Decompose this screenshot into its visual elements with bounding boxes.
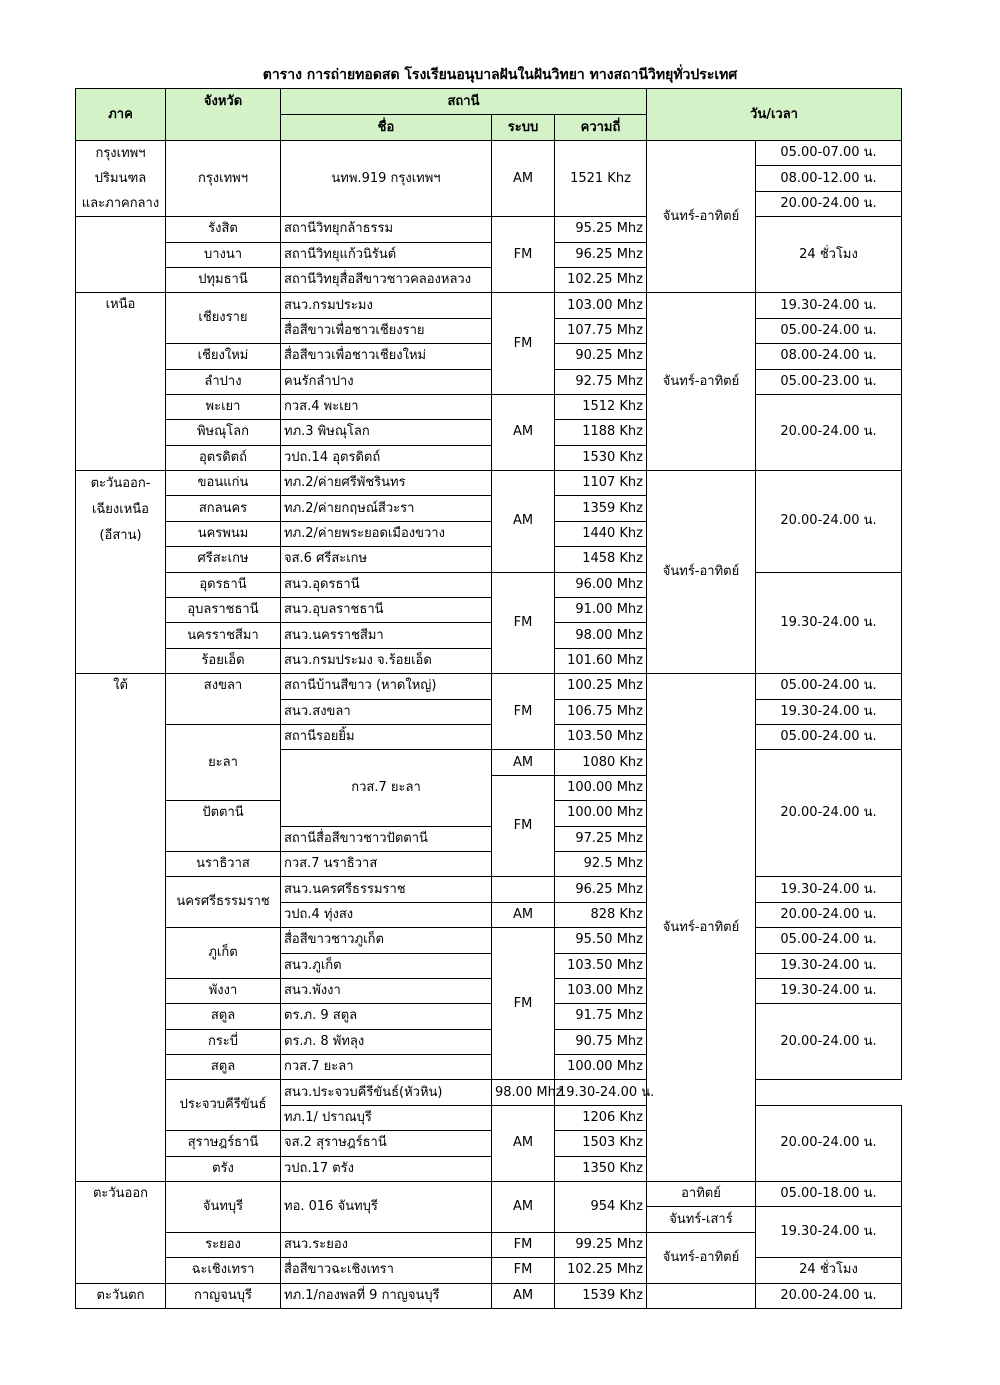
- province-cell: พิษณุโลก: [166, 420, 281, 445]
- station-name-cell: สนว.อุดรธานี: [281, 572, 492, 597]
- time-cell: 20.00-24.00 น.: [756, 394, 902, 470]
- province-cell: ศรีสะเกษ: [166, 547, 281, 572]
- system-cell: FM: [492, 928, 555, 1080]
- station-name-cell: สื่อสีขาวฉะเชิงเทรา: [281, 1258, 492, 1283]
- station-name-cell: ทอ. 016 จันทบุรี: [281, 1182, 492, 1233]
- province-cell: ร้อยเอ็ด: [166, 648, 281, 673]
- frequency-cell: 103.50 Mhz: [555, 724, 647, 749]
- province-cell: พะเยา: [166, 394, 281, 419]
- station-name-cell: ทภ.1/กองพลที่ 9 กาญจนบุรี: [281, 1283, 492, 1308]
- station-name-cell: ทภ.3 พิษณุโลก: [281, 420, 492, 445]
- station-name-cell: คนรักลำปาง: [281, 369, 492, 394]
- time-cell: 20.00-24.00 น.: [756, 902, 902, 927]
- province-cell: ลำปาง: [166, 369, 281, 394]
- frequency-cell: 92.5 Mhz: [555, 851, 647, 876]
- frequency-cell: 828 Khz: [555, 902, 647, 927]
- frequency-cell: 97.25 Mhz: [555, 826, 647, 851]
- time-cell: 20.00-24.00 น.: [756, 750, 902, 877]
- time-cell: 24 ชั่วโมง: [756, 217, 902, 293]
- system-cell: FM: [492, 1258, 555, 1283]
- frequency-cell: 102.25 Mhz: [555, 1258, 647, 1283]
- days-cell: จันทร์-อาทิตย์: [647, 471, 756, 674]
- frequency-cell: 1521 Khz: [555, 141, 647, 217]
- system-cell: FM: [492, 674, 555, 750]
- header-name: ชื่อ: [281, 115, 492, 141]
- station-name-cell: วปถ.17 ตรัง: [281, 1156, 492, 1181]
- header-system: ระบบ: [492, 115, 555, 141]
- frequency-cell: 103.00 Mhz: [555, 293, 647, 318]
- frequency-cell: 98.00 Mhz: [492, 1080, 555, 1105]
- time-cell: 05.00-24.00 น.: [756, 674, 902, 699]
- province-cell: กาญจนบุรี: [166, 1283, 281, 1308]
- province-cell: ขอนแก่น: [166, 471, 281, 496]
- broadcast-schedule-table: [75, 88, 902, 1309]
- region-label: (อีสาน): [99, 528, 142, 544]
- days-cell: [647, 1283, 756, 1308]
- station-name-cell: จส.6 ศรีสะเกษ: [281, 547, 492, 572]
- province-cell: ระยอง: [166, 1232, 281, 1257]
- station-name-cell: ทภ.2/ค่ายศรีพัชรินทร: [281, 471, 492, 496]
- system-cell: FM: [492, 217, 555, 293]
- time-cell: 05.00-24.00 น.: [756, 318, 902, 343]
- frequency-cell: 96.25 Mhz: [555, 242, 647, 267]
- province-cell: อุบลราชธานี: [166, 598, 281, 623]
- station-name-cell: สนว.กรมประมง จ.ร้อยเอ็ด: [281, 648, 492, 673]
- frequency-cell: 91.75 Mhz: [555, 1004, 647, 1029]
- station-name-cell: สนว.กรมประมง: [281, 293, 492, 318]
- time-cell: 19.30-24.00 น.: [756, 1207, 902, 1258]
- region-cell: ตะวันตก: [76, 1283, 166, 1308]
- table-row: [76, 877, 902, 902]
- station-name-cell: สนว.พังงา: [281, 978, 492, 1003]
- station-name-cell: กวส.7 นราธิวาส: [281, 851, 492, 876]
- table-row: [76, 1283, 902, 1308]
- station-name-cell: สถานีวิทยุแก้วนิรันต์: [281, 242, 492, 267]
- frequency-cell: 1512 Khz: [555, 394, 647, 419]
- table-row: [76, 394, 902, 419]
- time-cell: 05.00-07.00 น.: [756, 141, 902, 166]
- region-cell: เหนือ: [76, 293, 166, 471]
- frequency-cell: 954 Khz: [555, 1182, 647, 1233]
- frequency-cell: 107.75 Mhz: [555, 318, 647, 343]
- header-frequency: ความถี่: [555, 115, 647, 141]
- table-row: [76, 141, 902, 166]
- station-name-cell: ทภ.1/ ปราณบุรี: [281, 1105, 492, 1130]
- frequency-cell: 1188 Khz: [555, 420, 647, 445]
- province-cell: นราธิวาส: [166, 851, 281, 876]
- province-cell: ปทุมธานี: [166, 267, 281, 292]
- time-cell: 24 ชั่วโมง: [756, 1258, 902, 1283]
- province-cell: รังสิต: [166, 217, 281, 242]
- frequency-cell: 103.00 Mhz: [555, 978, 647, 1003]
- station-name-cell: กวส.7 ยะลา: [281, 1055, 492, 1080]
- frequency-cell: 102.25 Mhz: [555, 267, 647, 292]
- province-cell: ตรัง: [166, 1156, 281, 1181]
- days-cell: จันทร์-อาทิตย์: [647, 141, 756, 293]
- station-name-cell: สถานีสื่อสีขาวชาวปัตตานี: [281, 826, 492, 851]
- table-row: [76, 369, 902, 394]
- table-row: [76, 978, 902, 1003]
- station-name-cell: ทภ.2/ค่ายกฤษณ์สีวะรา: [281, 496, 492, 521]
- frequency-cell: 1206 Khz: [555, 1105, 647, 1130]
- frequency-cell: 100.00 Mhz: [555, 775, 647, 800]
- table-row: [76, 572, 902, 597]
- province-cell: เชียงใหม่: [166, 344, 281, 369]
- frequency-cell: 1350 Khz: [555, 1156, 647, 1181]
- province-cell: เชียงราย: [166, 293, 281, 344]
- station-name-cell: สถานีวิทยุสื่อสีขาวชาวคลองหลวง: [281, 267, 492, 292]
- table-row: [76, 928, 902, 953]
- province-cell: กรุงเทพฯ: [166, 141, 281, 217]
- days-cell: จันทร์-อาทิตย์: [647, 293, 756, 471]
- province-cell: ภูเก็ต: [166, 928, 281, 979]
- header-province: จังหวัด: [166, 89, 281, 141]
- province-cell: นครพนม: [166, 521, 281, 546]
- station-name-cell: จส.2 สุราษฎร์ธานี: [281, 1131, 492, 1156]
- province-cell: อุตรดิตถ์: [166, 445, 281, 470]
- table-row: [76, 344, 902, 369]
- frequency-cell: 1539 Khz: [555, 1283, 647, 1308]
- time-cell: 20.00-24.00 น.: [756, 1105, 902, 1181]
- days-cell: จันทร์-อาทิตย์: [647, 1232, 756, 1283]
- province-cell: นครศรีธรรมราช: [166, 877, 281, 928]
- time-cell: 08.00-24.00 น.: [756, 344, 902, 369]
- time-cell: 19.30-24.00 น.: [756, 293, 902, 318]
- time-cell: 19.30-24.00 น.: [756, 877, 902, 902]
- table-row: [76, 293, 902, 318]
- frequency-cell: 1530 Khz: [555, 445, 647, 470]
- station-name-cell: นทพ.919 กรุงเทพฯ: [281, 141, 492, 217]
- frequency-cell: 95.25 Mhz: [555, 217, 647, 242]
- province-cell: ฉะเชิงเทรา: [166, 1258, 281, 1283]
- table-row: [76, 1258, 902, 1283]
- system-cell: AM: [492, 141, 555, 217]
- frequency-cell: 1440 Khz: [555, 521, 647, 546]
- province-cell: จันทบุรี: [166, 1182, 281, 1233]
- table-row: [76, 1004, 902, 1029]
- time-cell: 08.00-12.00 น.: [756, 166, 902, 191]
- frequency-cell: 1080 Khz: [555, 750, 647, 775]
- station-name-cell: สนว.นครราชสีมา: [281, 623, 492, 648]
- table-row: [76, 674, 902, 699]
- province-cell: พังงา: [166, 978, 281, 1003]
- region-cell: ตะวันออก: [76, 1182, 166, 1284]
- table-row: [76, 471, 902, 496]
- province-cell: สตูล: [166, 1055, 281, 1080]
- system-cell: AM: [492, 394, 555, 470]
- time-cell: 05.00-24.00 น.: [756, 724, 902, 749]
- time-cell: 19.30-24.00 น.: [756, 978, 902, 1003]
- frequency-cell: 98.00 Mhz: [555, 623, 647, 648]
- days-cell: จันทร์-อาทิตย์: [647, 674, 756, 1182]
- station-name-cell: กวส.7 ยะลา: [281, 750, 492, 826]
- time-cell: 20.00-24.00 น.: [756, 471, 902, 573]
- frequency-cell: 103.50 Mhz: [555, 953, 647, 978]
- station-name-cell: สนว.ภูเก็ต: [281, 953, 492, 978]
- system-cell: AM: [492, 750, 555, 775]
- province-cell: สุราษฎร์ธานี: [166, 1131, 281, 1156]
- days-cell: อาทิตย์: [647, 1182, 756, 1207]
- table-row: [76, 724, 902, 749]
- province-cell: ประจวบคีรีขันธ์: [166, 1080, 281, 1131]
- station-name-cell: สนว.ประจวบคีรีขันธ์(หัวหิน): [281, 1080, 492, 1105]
- system-cell: AM: [492, 1283, 555, 1308]
- region-cell: [76, 141, 166, 217]
- header-station: สถานี: [281, 89, 647, 115]
- station-name-cell: สื่อสีขาวชาวภูเก็ต: [281, 928, 492, 953]
- time-cell: 20.00-24.00 น.: [756, 1004, 902, 1080]
- station-name-cell: สถานีวิทยุกล้าธรรม: [281, 217, 492, 242]
- frequency-cell: 92.75 Mhz: [555, 369, 647, 394]
- header-region: ภาค: [76, 89, 166, 141]
- region-cell: [76, 217, 166, 293]
- table-row: [76, 1080, 902, 1105]
- province-cell: บางนา: [166, 242, 281, 267]
- station-name-cell: กวส.4 พะเยา: [281, 394, 492, 419]
- table-row: [76, 217, 902, 242]
- region-cell: [76, 471, 166, 674]
- frequency-cell: 95.50 Mhz: [555, 928, 647, 953]
- station-name-cell: สื่อสีขาวเพื่อชาวเชียงใหม่: [281, 344, 492, 369]
- frequency-cell: 1359 Khz: [555, 496, 647, 521]
- region-label: และภาคกลาง: [81, 196, 160, 211]
- region-label: กรุงเทพฯ: [95, 146, 146, 161]
- frequency-cell: 100.00 Mhz: [555, 1055, 647, 1080]
- header-daytime: วัน/เวลา: [647, 89, 902, 141]
- table-row: [76, 1182, 902, 1207]
- time-cell: 19.30-24.00 น.: [555, 1080, 647, 1105]
- days-cell: จันทร์-เสาร์: [647, 1207, 756, 1232]
- time-cell: 20.00-24.00 น.: [756, 191, 902, 216]
- system-cell: AM: [492, 1182, 555, 1233]
- station-name-cell: สถานีรอยยิ้ม: [281, 724, 492, 749]
- station-name-cell: สื่อสีขาวเพื่อชาวเชียงราย: [281, 318, 492, 343]
- station-name-cell: ตร.ภ. 8 พัทลุง: [281, 1029, 492, 1054]
- time-cell: 05.00-23.00 น.: [756, 369, 902, 394]
- system-cell: FM: [492, 572, 555, 674]
- province-cell: ปัตตานี: [166, 801, 281, 852]
- region-label: เฉียงเหนือ: [92, 502, 149, 518]
- region-cell: ใต้: [76, 674, 166, 1182]
- system-cell: AM: [492, 902, 555, 927]
- time-cell: 20.00-24.00 น.: [756, 1283, 902, 1308]
- time-cell: 19.30-24.00 น.: [756, 953, 902, 978]
- frequency-cell: 1107 Khz: [555, 471, 647, 496]
- frequency-cell: 100.25 Mhz: [555, 674, 647, 699]
- frequency-cell: 99.25 Mhz: [555, 1232, 647, 1257]
- page-title: ตาราง การถ่ายทอดสด โรงเรียนอนุบาลฝันในฝันวิทยา ทางสถานีวิทยุทั่วประเทศ: [262, 67, 738, 83]
- province-cell: สกลนคร: [166, 496, 281, 521]
- frequency-cell: 101.60 Mhz: [555, 648, 647, 673]
- frequency-cell: 1503 Khz: [555, 1131, 647, 1156]
- station-name-cell: สถานีบ้านสีขาว (หาดใหญ่): [281, 674, 492, 699]
- province-cell: กระบี่: [166, 1029, 281, 1054]
- station-name-cell: ตร.ภ. 9 สตูล: [281, 1004, 492, 1029]
- station-name-cell: วปถ.14 อุตรดิตถ์: [281, 445, 492, 470]
- frequency-cell: 90.75 Mhz: [555, 1029, 647, 1054]
- station-name-cell: ทภ.2/ค่ายพระยอดเมืองขวาง: [281, 521, 492, 546]
- station-name-cell: สนว.นครศรีธรรมราช: [281, 877, 492, 902]
- region-label: ปริมนฑล: [94, 171, 147, 186]
- province-cell: นครราชสีมา: [166, 623, 281, 648]
- station-name-cell: สนว.สงขลา: [281, 699, 492, 724]
- province-cell: อุดรธานี: [166, 572, 281, 597]
- time-cell: 05.00-24.00 น.: [756, 928, 902, 953]
- province-cell: สตูล: [166, 1004, 281, 1029]
- province-cell: ยะลา: [166, 724, 281, 800]
- system-cell: FM: [492, 293, 555, 395]
- time-cell: 19.30-24.00 น.: [756, 699, 902, 724]
- frequency-cell: 1458 Khz: [555, 547, 647, 572]
- region-label: ตะวันออก-: [90, 476, 151, 492]
- station-name-cell: สนว.ระยอง: [281, 1232, 492, 1257]
- frequency-cell: 91.00 Mhz: [555, 598, 647, 623]
- frequency-cell: 90.25 Mhz: [555, 344, 647, 369]
- station-name-cell: วปถ.4 ทุ่งสง: [281, 902, 492, 927]
- system-cell: AM: [492, 1105, 555, 1181]
- frequency-cell: 106.75 Mhz: [555, 699, 647, 724]
- time-cell: 05.00-18.00 น.: [756, 1182, 902, 1207]
- system-cell: FM: [492, 1232, 555, 1257]
- time-cell: 19.30-24.00 น.: [756, 572, 902, 674]
- system-cell: FM: [492, 775, 555, 877]
- system-cell: [492, 877, 555, 902]
- frequency-cell: 96.00 Mhz: [555, 572, 647, 597]
- frequency-cell: 100.00 Mhz: [555, 801, 647, 826]
- frequency-cell: 96.25 Mhz: [555, 877, 647, 902]
- station-name-cell: สนว.อุบลราชธานี: [281, 598, 492, 623]
- system-cell: AM: [492, 471, 555, 573]
- province-cell: สงขลา: [166, 674, 281, 725]
